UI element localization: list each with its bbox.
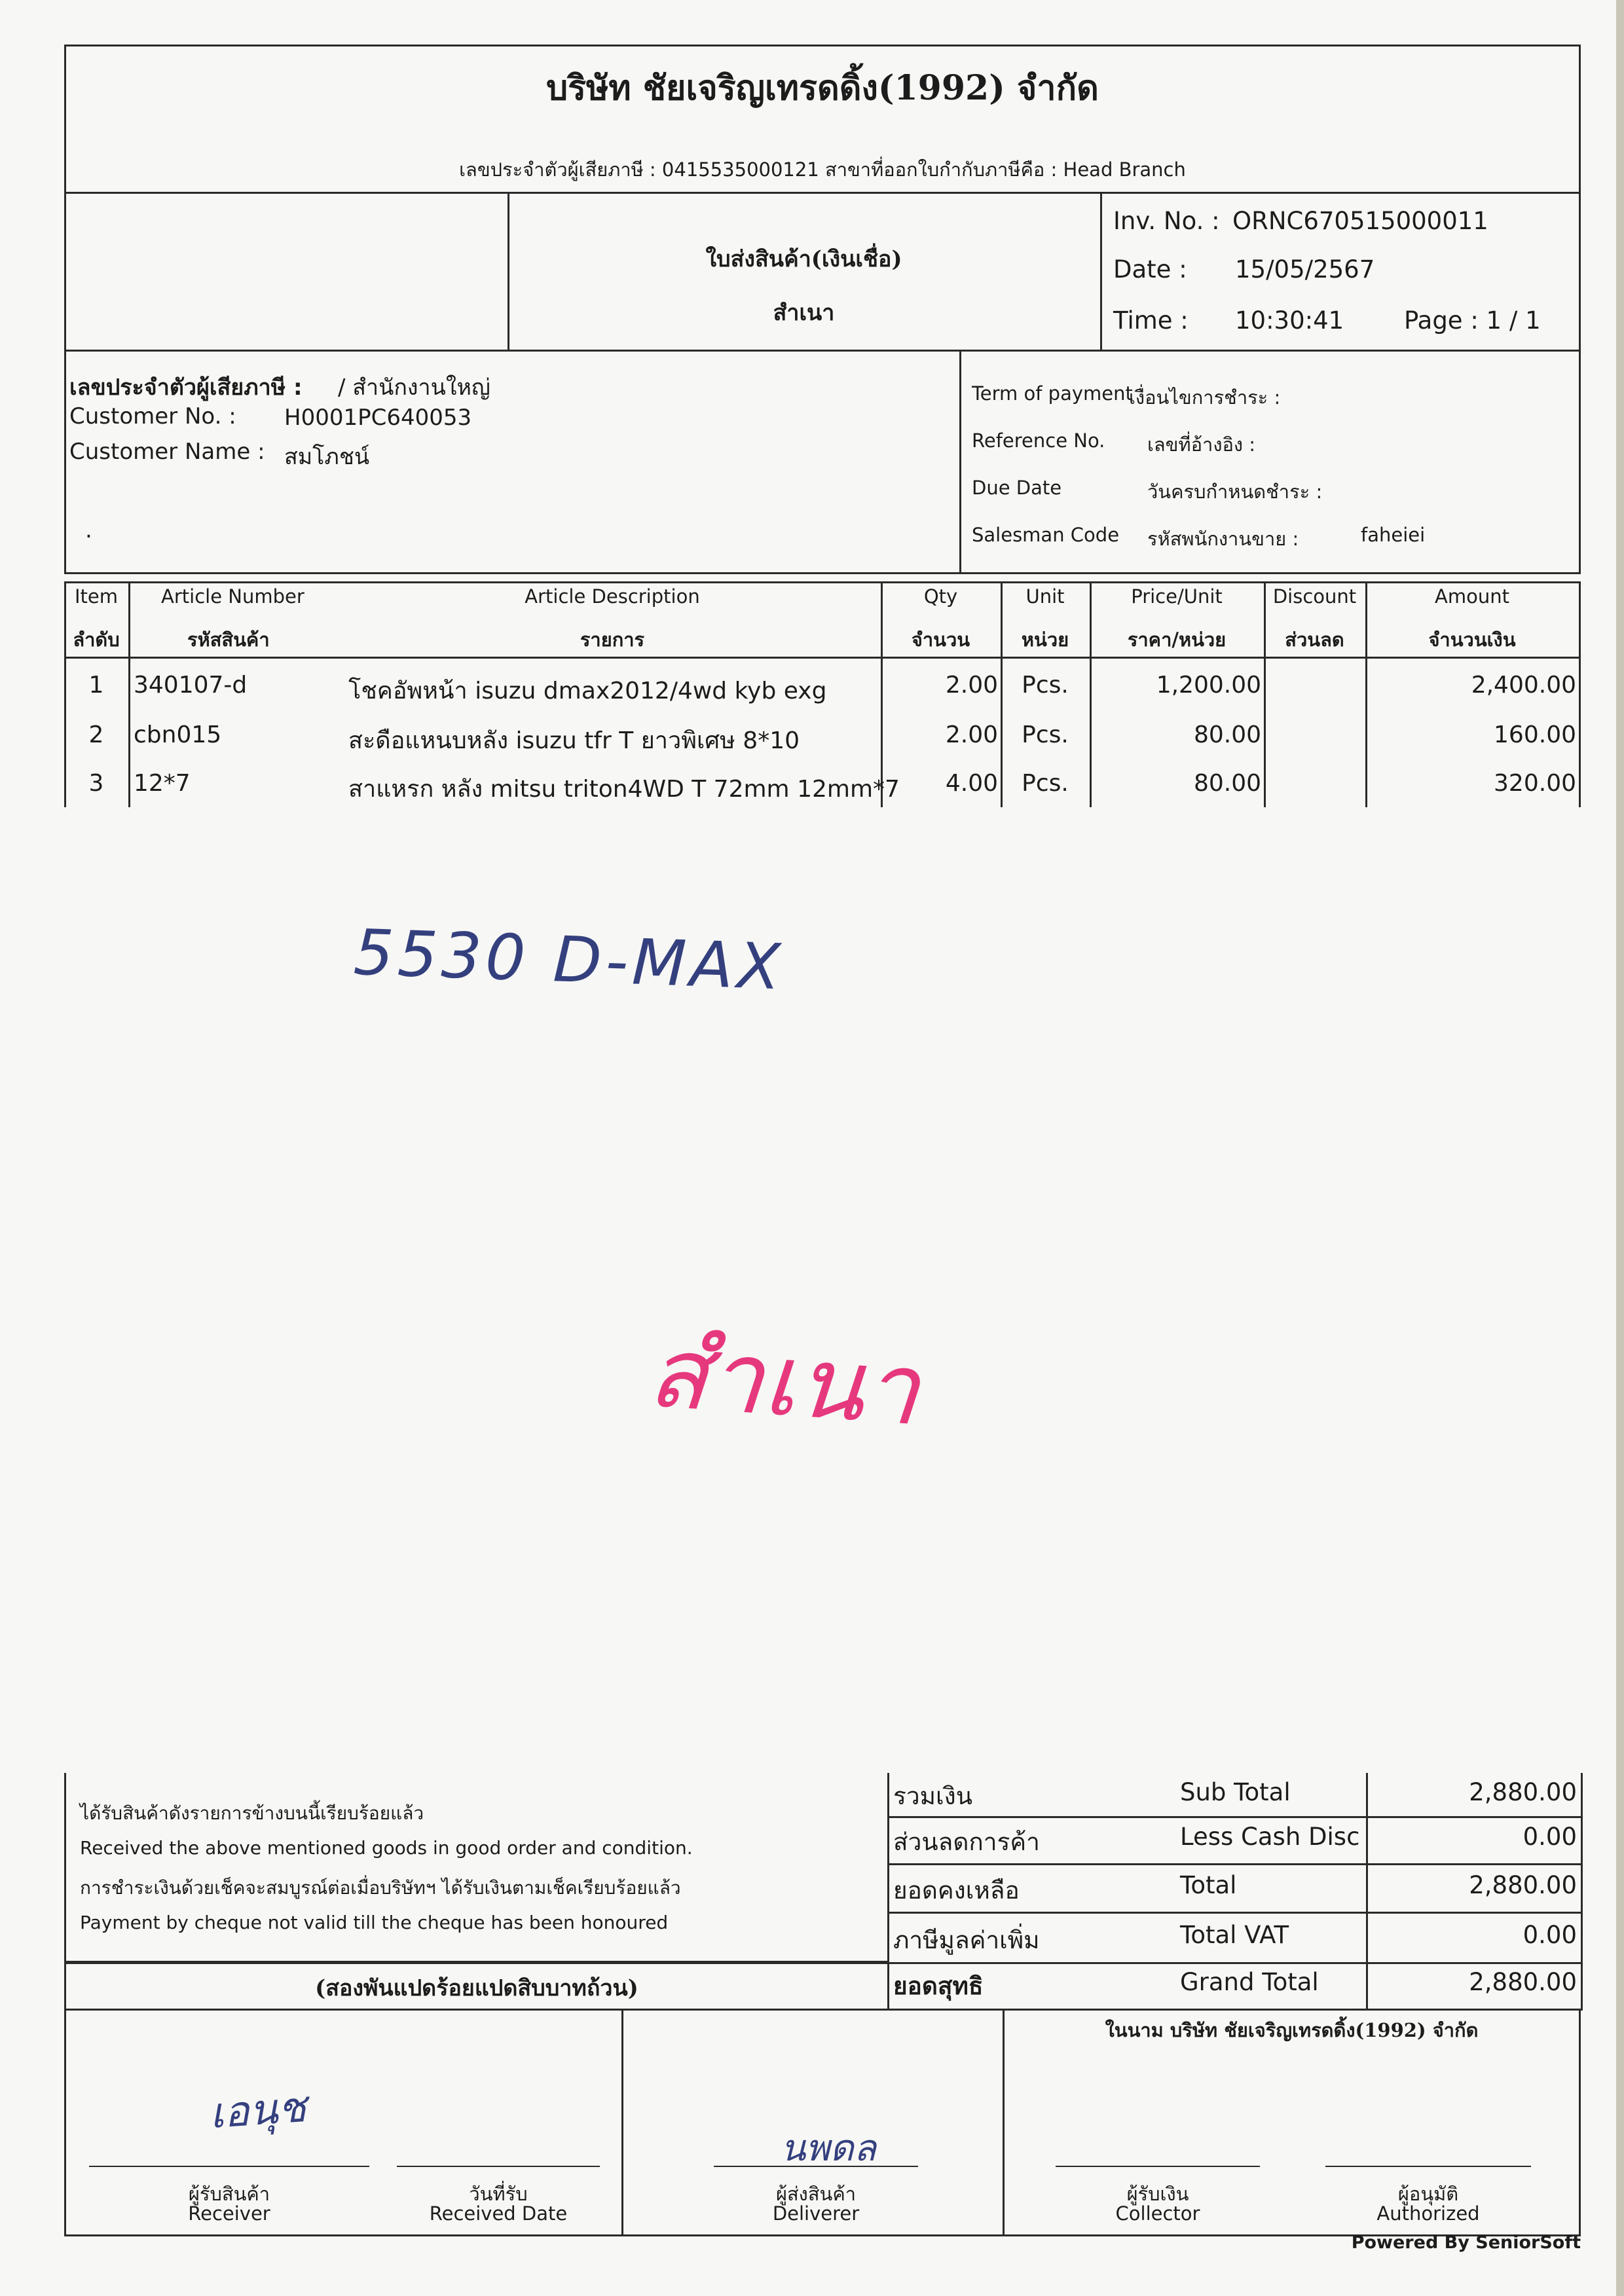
row-unit: Pcs. [1022,672,1069,699]
sign-line [1325,2166,1531,2167]
footer-note: ได้รับสินค้าดังรายการข้างบนนี้เรียบร้อยแล้ว [80,1802,424,1824]
copy-stamp: สำเนา [644,1315,923,1448]
th-qty-th: จำนวน [911,629,970,651]
sig-label-th: ผู้อนุมัติ [1397,2183,1459,2205]
th-item: Item [74,585,118,608]
customer-tax-label: เลขประจำตัวผู้เสียภาษี : [69,374,303,401]
row-code: 340107-d [134,672,248,699]
row-qty: 4.00 [945,770,998,797]
due-date-label: Due Date [972,477,1062,499]
th-article-number-th: รหัสสินค้า [187,629,270,651]
totals-value: 2,880.00 [1469,1778,1577,1806]
totals-value: 2,880.00 [1469,1968,1577,1996]
row-item: 3 [88,770,104,797]
totals-th: ภาษีมูลค่าเพิ่ม [893,1926,1040,1954]
th-article-number: Article Number [161,585,304,608]
th-item-th: ลำดับ [73,629,120,651]
row-desc: สาแหรก หลัง mitsu triton4WD T 72mm 12mm*7 [348,776,900,803]
totals-th: ส่วนลดการค้า [893,1828,1040,1856]
row-desc: สะดือแหนบหลัง isuzu tfr T ยาวพิเศษ 8*10 [348,727,800,754]
row-code: 12*7 [134,770,191,797]
sign-line [1056,2166,1260,2167]
sig-label-th: ผู้รับสินค้า [188,2183,270,2205]
customer-name-label: Customer Name : [69,439,265,465]
date-label: Date : [1113,255,1187,283]
document-copy-label: สำเนา [773,300,835,326]
date-value: 15/05/2567 [1235,255,1375,283]
handwritten-note: 5530 D-MAX [352,915,786,1004]
sig-label-th: ผู้รับเงิน [1126,2183,1189,2205]
sig-label-en: Authorized [1376,2202,1480,2225]
scan-edge [1616,0,1624,2296]
time-label: Time : [1113,306,1189,335]
th-price: Price/Unit [1131,585,1223,608]
due-date-th: วันครบกำหนดชำระ : [1147,481,1323,503]
sign-line [397,2166,600,2167]
row-qty: 2.00 [945,672,998,699]
reference-label: Reference No. [972,429,1105,452]
totals-th: รวมเงิน [893,1782,973,1810]
th-amount-th: จำนวนเงิน [1428,629,1516,651]
th-unit: Unit [1025,585,1065,608]
sig-label-th: วันที่รับ [469,2183,528,2205]
reference-th: เลขที่อ้างอิง : [1147,433,1256,456]
customer-no-label: Customer No. : [69,403,236,429]
receiver-signature: เอนุช [208,2083,308,2139]
amount-in-words: (สองพันแปดร้อยแปดสิบบาทถ้วน) [315,1975,638,2001]
inv-no-value: ORNC670515000011 [1232,207,1488,235]
customer-name-value: สมโภชน์ [284,444,370,470]
row-amount: 160.00 [1494,721,1576,748]
row-desc: โชคอัพหน้า isuzu dmax2012/4wd kyb exg [348,678,827,704]
footer-note: Received the above mentioned goods in good order and condition. [80,1837,693,1859]
page-indicator: Page : 1 / 1 [1404,306,1541,335]
totals-th: ยอดสุทธิ [893,1972,984,2000]
totals-en: Total VAT [1180,1921,1289,1949]
totals-value: 0.00 [1522,1921,1577,1949]
sign-line [714,2166,918,2167]
on-behalf-of-company: ในนาม บริษัท ชัยเจริญเทรดดิ้ง(1992) จำกัด [1105,2019,1479,2041]
salesman-label: Salesman Code [972,524,1120,546]
th-amount: Amount [1435,585,1509,608]
totals-th: ยอดคงเหลือ [893,1876,1020,1904]
row-qty: 2.00 [945,721,998,748]
sig-label-en: Received Date [429,2202,568,2225]
row-code: cbn015 [134,721,222,748]
totals-en: Less Cash Disc [1180,1823,1360,1851]
th-qty: Qty [923,585,958,608]
company-tax-line: เลขประจำตัวผู้เสียภาษี : 0415535000121 สาขาที่ออกใบกำกับภาษีคือ : Head Branch [459,158,1186,181]
row-unit: Pcs. [1022,770,1069,797]
customer-dot: . [85,517,92,543]
sig-label-en: Receiver [188,2202,270,2225]
totals-en: Sub Total [1180,1778,1291,1806]
th-article-description: Article Description [525,585,700,608]
th-discount: Discount [1272,585,1357,608]
row-amount: 320.00 [1494,770,1576,797]
totals-value: 0.00 [1522,1823,1577,1851]
powered-by: Powered By SeniorSoft [1351,2232,1581,2253]
sign-line [89,2166,369,2167]
th-discount-th: ส่วนลด [1285,629,1344,651]
row-amount: 2,400.00 [1471,672,1576,699]
row-price: 80.00 [1193,721,1261,748]
totals-en: Total [1180,1871,1237,1899]
time-value: 10:30:41 [1235,306,1344,335]
th-price-th: ราคา/หน่วย [1127,629,1227,651]
sig-label-en: Deliverer [772,2202,860,2225]
salesman-value: faheiei [1361,524,1426,546]
row-item: 2 [88,721,104,748]
customer-no-value: H0001PC640053 [284,405,472,431]
deliverer-signature: นพดล [781,2127,876,2170]
sig-label-th: ผู้ส่งสินค้า [775,2183,857,2205]
th-article-description-th: รายการ [580,629,645,651]
term-payment-th: เงื่อนไขการชำระ : [1129,386,1281,409]
row-unit: Pcs. [1022,721,1069,748]
document-title: ใบส่งสินค้า(เงินเชื่อ) [705,246,902,272]
row-price: 80.00 [1193,770,1261,797]
th-unit-th: หน่วย [1021,629,1069,651]
salesman-th: รหัสพนักงานขาย : [1147,528,1299,550]
company-name: บริษัท ชัยเจริญเทรดดิ้ง(1992) จำกัด [546,68,1099,108]
row-item: 1 [88,672,104,699]
footer-note: Payment by cheque not valid till the cheque has been honoured [80,1912,669,1933]
row-price: 1,200.00 [1156,672,1261,699]
inv-no-label: Inv. No. : [1113,207,1220,235]
sig-label-en: Collector [1115,2202,1200,2225]
totals-value: 2,880.00 [1469,1871,1577,1899]
customer-tax-value: / สำนักงานใหญ่ [338,374,490,401]
totals-en: Grand Total [1180,1968,1319,1996]
term-payment-label: Term of payment [972,382,1133,405]
footer-note: การชำระเงินด้วยเช็คจะสมบูรณ์ต่อเมื่อบริษัทฯ ได้รับเงินตามเช็คเรียบร้อยแล้ว [80,1877,681,1899]
